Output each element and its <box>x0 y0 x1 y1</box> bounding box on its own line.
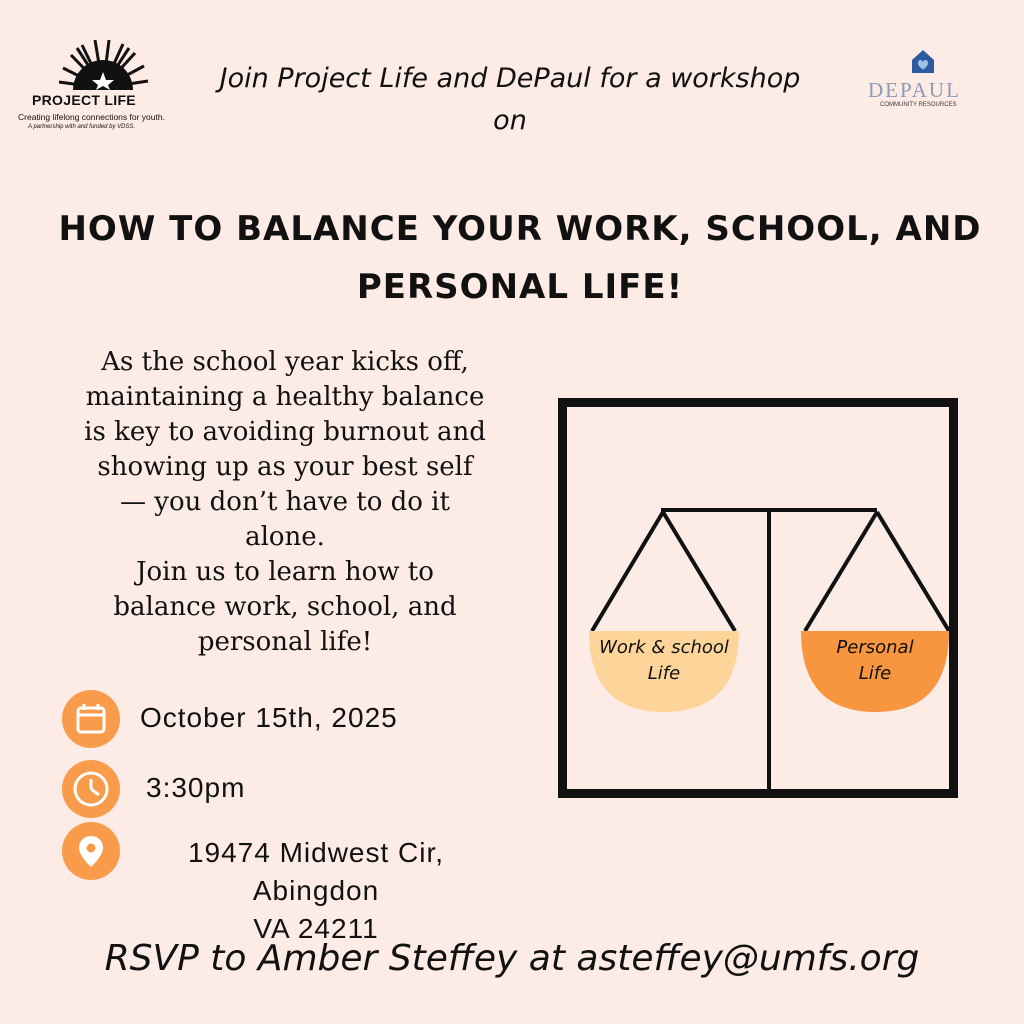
title-line-2: PERSONAL LIFE! <box>356 267 684 307</box>
depaul-subline: COMMUNITY RESOURCES <box>880 102 957 108</box>
event-time: 3:30pm <box>146 772 246 803</box>
balance-scale-frame <box>558 398 958 798</box>
project-life-tagline: Creating lifelong connections for youth. <box>18 112 165 122</box>
depaul-name: DEPAUL <box>868 78 961 102</box>
rsvp-text: RSVP to Amber Steffey at asteffey@umfs.org <box>104 938 920 979</box>
description-line: alone. <box>245 522 325 552</box>
project-life-logo <box>18 38 188 138</box>
calendar-icon <box>62 690 120 748</box>
description <box>30 345 540 660</box>
address-line-2: VA 24211 <box>253 913 379 944</box>
event-date: October 15th, 2025 <box>140 702 398 733</box>
description-line: balance work, school, and <box>113 592 457 622</box>
title-line-1: HOW TO BALANCE YOUR WORK, SCHOOL, AND <box>58 209 982 249</box>
project-life-name: PROJECT LIFE <box>32 92 136 108</box>
description-line: maintaining a healthy balance <box>85 382 485 412</box>
event-address <box>146 834 486 948</box>
project-life-subline: A partnership with and funded by VDSS. <box>28 124 136 130</box>
clock-icon <box>62 760 120 818</box>
description-line: showing up as your best self <box>97 452 473 482</box>
right-pan-label-line-2: Life <box>858 663 892 684</box>
right-pan-label-line-1: Personal <box>836 637 914 658</box>
sunburst-icon <box>53 38 153 90</box>
balance-scale-icon <box>567 407 949 789</box>
description-line: Join us to learn how to <box>136 557 434 587</box>
left-pan-label-line-2: Life <box>647 663 681 684</box>
workshop-title <box>40 200 1000 316</box>
house-icon <box>910 48 936 74</box>
location-pin-icon <box>62 822 120 880</box>
left-pan-label-line-1: Work & school <box>599 637 729 658</box>
intro-text <box>190 58 830 142</box>
intro-line-1: Join Project Life and DePaul for a workshop <box>219 63 801 94</box>
address-line-1: 19474 Midwest Cir, Abingdon <box>187 837 445 906</box>
intro-line-2: on <box>493 105 527 136</box>
description-line: is key to avoiding burnout and <box>84 417 486 447</box>
depaul-logo <box>866 48 986 118</box>
description-line: personal life! <box>197 627 373 657</box>
left-pan-label <box>589 635 739 687</box>
description-line: As the school year kicks off, <box>101 347 469 377</box>
description-line: — you don’t have to do it <box>120 487 450 517</box>
right-pan-label <box>801 635 949 687</box>
